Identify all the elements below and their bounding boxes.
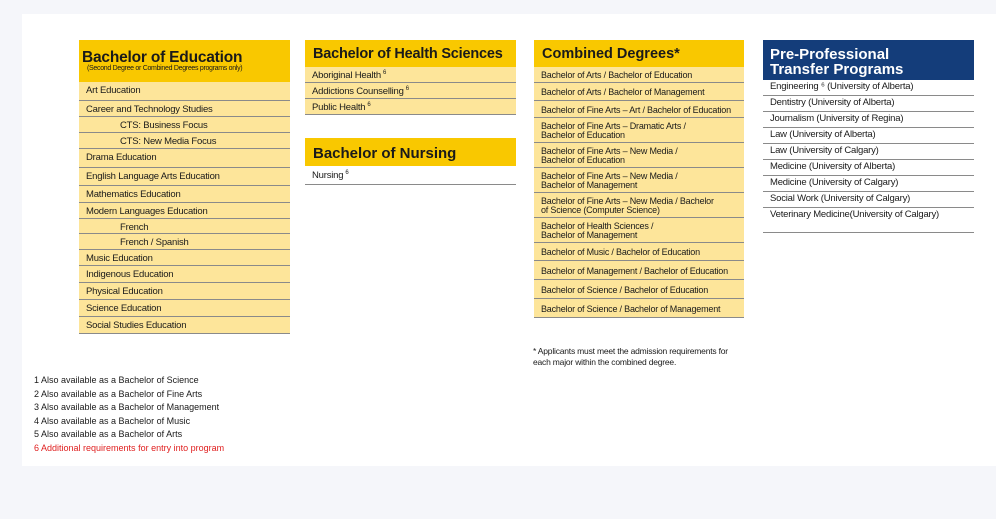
list-item xyxy=(534,168,744,193)
list-item xyxy=(79,203,290,219)
program-label-line: Medicine (University of Calgary) xyxy=(770,177,899,188)
pre-professional-column xyxy=(763,40,974,233)
program-label xyxy=(770,82,974,92)
program-label-line: Bachelor of Music / Bachelor of Education xyxy=(541,247,700,257)
program-label: Addictions Counselling xyxy=(312,86,404,97)
list-item xyxy=(79,300,290,317)
legend-item: 2 Also available as a Bachelor of Fine Arts xyxy=(34,388,203,399)
program-chart-page xyxy=(22,14,996,466)
program-label: Modern Languages Education xyxy=(86,206,208,217)
program-label-line: Veterinary Medicine xyxy=(770,209,850,220)
health-sciences-program-list xyxy=(305,67,516,115)
footnote-marker: 6 xyxy=(405,85,409,92)
program-label-line: (University of Calgary) xyxy=(849,209,940,220)
legend-item: 5 Also available as a Bachelor of Arts xyxy=(34,429,183,440)
list-item xyxy=(79,117,290,133)
list-item xyxy=(763,80,974,96)
pre-professional-program-list xyxy=(763,80,974,233)
program-label-line: Engineering ⁶ (University of Alberta) xyxy=(770,81,914,92)
list-item xyxy=(79,168,290,186)
program-label-line: Bachelor of Fine Arts – New Media / xyxy=(541,171,678,181)
program-label xyxy=(541,147,678,165)
program-label-line: Bachelor of Fine Arts – Dramatic Arts / xyxy=(541,121,686,131)
program-label-line: Dentistry (University of Alberta) xyxy=(770,97,895,108)
list-item xyxy=(763,96,974,112)
program-label: Career and Technology Studies xyxy=(86,104,213,115)
education-header xyxy=(79,40,290,82)
list-item xyxy=(79,234,290,250)
footnote-marker: 6 xyxy=(367,101,371,108)
program-label: Science Education xyxy=(86,303,162,314)
program-label xyxy=(770,210,974,220)
program-label: Drama Education xyxy=(86,152,157,163)
list-item xyxy=(534,218,744,243)
program-label xyxy=(541,222,653,240)
program-label-line: Law (University of Calgary) xyxy=(770,145,879,156)
list-item xyxy=(305,67,516,83)
program-label-line: Bachelor of Fine Arts – New Media / xyxy=(541,146,678,156)
list-item xyxy=(305,83,516,99)
list-item xyxy=(305,99,516,115)
list-item xyxy=(79,101,290,117)
program-label-line: Bachelor of Science / Bachelor of Management xyxy=(541,303,721,314)
combined-degrees-title: Combined Degrees* xyxy=(534,40,744,67)
program-label xyxy=(770,98,974,108)
list-item xyxy=(534,143,744,168)
program-label: Aboriginal Health xyxy=(312,70,381,81)
program-label xyxy=(541,248,700,257)
combined-degrees-footnote: * Applicants must meet the admission requirements for each major within the combined degree. xyxy=(533,346,728,367)
program-label-line: Medicine (University of Alberta) xyxy=(770,161,896,172)
nursing-column xyxy=(305,138,516,185)
list-item xyxy=(79,219,290,234)
legend-item: 6 Additional requirements for entry into program xyxy=(34,442,225,453)
program-label-line: Law (University of Alberta) xyxy=(770,129,876,140)
list-item xyxy=(534,261,744,280)
list-item xyxy=(763,160,974,176)
program-label-line: Bachelor of Science / Bachelor of Education xyxy=(541,284,709,295)
legend-item: 1 Also available as a Bachelor of Science xyxy=(34,375,199,385)
list-item xyxy=(534,67,744,83)
program-label: Nursing xyxy=(312,170,344,181)
pre-professional-title-line2: Transfer Programs xyxy=(770,61,904,78)
program-label: Music Education xyxy=(86,253,153,264)
program-label: Mathematics Education xyxy=(86,189,181,200)
list-item xyxy=(79,266,290,283)
list-item xyxy=(79,82,290,101)
program-label-line: Bachelor of Management xyxy=(541,180,638,190)
list-item xyxy=(534,83,744,101)
list-item xyxy=(763,112,974,128)
program-label: English Language Arts Education xyxy=(86,171,220,182)
list-item xyxy=(79,250,290,266)
program-label xyxy=(770,194,974,204)
list-item xyxy=(305,166,516,185)
pre-professional-title-line1: Pre-Professional xyxy=(770,46,890,63)
footnote-marker: 6 xyxy=(345,169,349,176)
health-sciences-title: Bachelor of Health Sciences xyxy=(305,40,516,67)
pre-professional-header xyxy=(763,40,974,80)
legend-item: 4 Also available as a Bachelor of Music xyxy=(34,415,191,426)
program-label-line: of Science (Computer Science) xyxy=(541,205,660,215)
program-label: Indigenous Education xyxy=(86,269,174,280)
list-item xyxy=(763,208,974,233)
education-subtitle: (Second Degree or Combined Degrees programs only) xyxy=(87,65,243,72)
program-label-line: Bachelor of Management / Bachelor of Education xyxy=(541,265,728,276)
program-label xyxy=(541,122,686,140)
program-label xyxy=(770,178,974,188)
list-item xyxy=(763,192,974,208)
health-sciences-column xyxy=(305,40,516,115)
program-label: Social Studies Education xyxy=(86,320,187,331)
program-label: Physical Education xyxy=(86,286,163,297)
education-column xyxy=(79,40,290,334)
program-label xyxy=(541,88,704,97)
education-program-list xyxy=(79,82,290,334)
program-label xyxy=(541,197,714,215)
program-label-line: Bachelor of Arts / Bachelor of Education xyxy=(541,70,693,80)
program-label-line: Social Work (University of Calgary) xyxy=(770,193,911,204)
program-label: Art Education xyxy=(86,85,141,96)
combined-degrees-column xyxy=(534,40,744,318)
program-label xyxy=(541,267,728,276)
list-item xyxy=(763,128,974,144)
program-label-line: Bachelor of Arts / Bachelor of Management xyxy=(541,87,705,97)
program-label xyxy=(770,130,974,140)
program-label: French / Spanish xyxy=(120,237,189,248)
list-item xyxy=(763,144,974,160)
list-item xyxy=(534,193,744,218)
program-label-line: Bachelor of Education xyxy=(541,130,625,140)
program-label xyxy=(770,162,974,172)
program-label xyxy=(541,106,731,115)
program-label-line: Bachelor of Education xyxy=(541,155,625,165)
list-item xyxy=(534,299,744,318)
program-label-line: Bachelor of Management xyxy=(541,230,638,240)
program-label xyxy=(770,146,974,156)
program-label-line: Bachelor of Health Sciences / xyxy=(541,221,654,231)
program-label: French xyxy=(120,222,149,233)
program-label: CTS: Business Focus xyxy=(120,120,208,131)
list-item xyxy=(534,101,744,118)
program-label xyxy=(770,114,974,124)
footnote-marker: 6 xyxy=(382,69,387,76)
footnote-legend xyxy=(34,374,224,456)
list-item xyxy=(79,186,290,203)
list-item xyxy=(534,118,744,143)
list-item xyxy=(79,149,290,168)
list-item xyxy=(534,280,744,299)
program-label-line: Bachelor of Fine Arts – Art / Bachelor of Education xyxy=(541,104,731,115)
program-label xyxy=(541,71,692,80)
list-item xyxy=(79,133,290,149)
list-item xyxy=(79,317,290,334)
list-item xyxy=(534,243,744,261)
education-title: Bachelor of Education xyxy=(82,49,243,66)
program-label-line: Journalism (University of Regina) xyxy=(770,113,904,124)
legend-item: 3 Also available as a Bachelor of Management xyxy=(34,402,220,413)
program-label: CTS: New Media Focus xyxy=(120,136,217,147)
list-item xyxy=(79,283,290,300)
program-label xyxy=(541,305,720,314)
combined-degrees-program-list xyxy=(534,67,744,318)
list-item xyxy=(763,176,974,192)
program-label xyxy=(541,172,678,190)
nursing-title: Bachelor of Nursing xyxy=(305,138,516,166)
nursing-program-list xyxy=(305,166,516,185)
program-label xyxy=(541,286,708,295)
program-label: Public Health xyxy=(312,102,366,113)
program-label-line: Bachelor of Fine Arts – New Media / Bachelor xyxy=(541,196,714,206)
